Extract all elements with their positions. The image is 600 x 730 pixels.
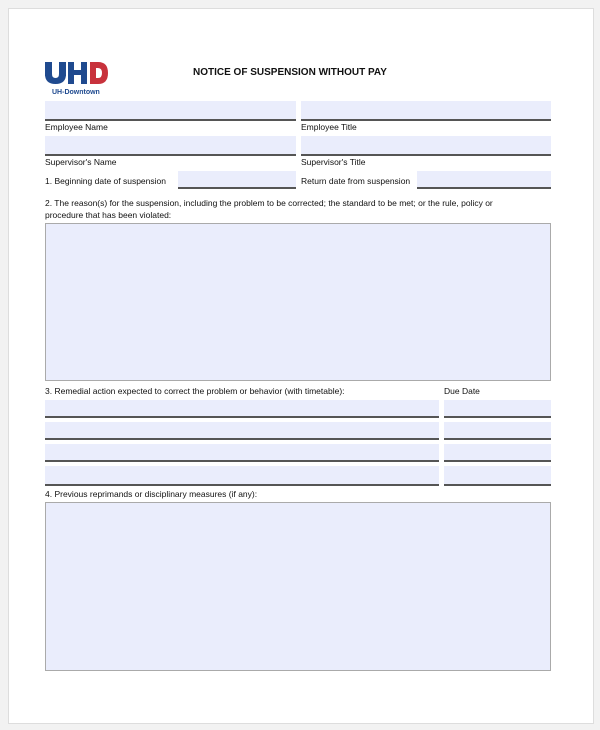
employee-name-field[interactable]: [45, 101, 296, 121]
employee-title-field[interactable]: [301, 101, 551, 121]
due-date-field-1[interactable]: [444, 400, 551, 418]
employee-title-label: Employee Title: [301, 122, 357, 132]
supervisor-name-field[interactable]: [45, 136, 296, 156]
q2-label-line2: procedure that has been violated:: [45, 210, 172, 220]
begin-date-field[interactable]: [178, 171, 296, 189]
q2-label-line1: 2. The reason(s) for the suspension, including the problem to be corrected; the standard to be met; or the rule, policy or: [45, 198, 493, 208]
suspension-reason-textarea[interactable]: [45, 223, 551, 381]
remedial-action-field-2[interactable]: [45, 422, 439, 440]
previous-reprimands-textarea[interactable]: [45, 502, 551, 671]
due-date-label: Due Date: [444, 386, 480, 396]
supervisor-title-field[interactable]: [301, 136, 551, 156]
employee-name-label: Employee Name: [45, 122, 108, 132]
remedial-action-field-4[interactable]: [45, 466, 439, 486]
q3-label: 3. Remedial action expected to correct the problem or behavior (with timetable):: [45, 386, 345, 396]
return-date-label: Return date from suspension: [301, 176, 411, 186]
begin-date-label: 1. Beginning date of suspension: [45, 176, 166, 186]
page-title: NOTICE OF SUSPENSION WITHOUT PAY: [193, 67, 387, 78]
due-date-field-2[interactable]: [444, 422, 551, 440]
due-date-field-3[interactable]: [444, 444, 551, 462]
q4-label: 4. Previous reprimands or disciplinary measures (if any):: [45, 489, 258, 499]
supervisor-title-label: Supervisor's Title: [301, 157, 366, 167]
remedial-action-field-3[interactable]: [45, 444, 439, 462]
return-date-field[interactable]: [417, 171, 551, 189]
uhd-logo: [44, 58, 110, 100]
supervisor-name-label: Supervisor's Name: [45, 157, 117, 167]
remedial-action-field-1[interactable]: [45, 400, 439, 418]
logo-caption: UH-Downtown: [52, 89, 100, 96]
due-date-field-4[interactable]: [444, 466, 551, 486]
uhd-logo-mark: [45, 62, 108, 84]
